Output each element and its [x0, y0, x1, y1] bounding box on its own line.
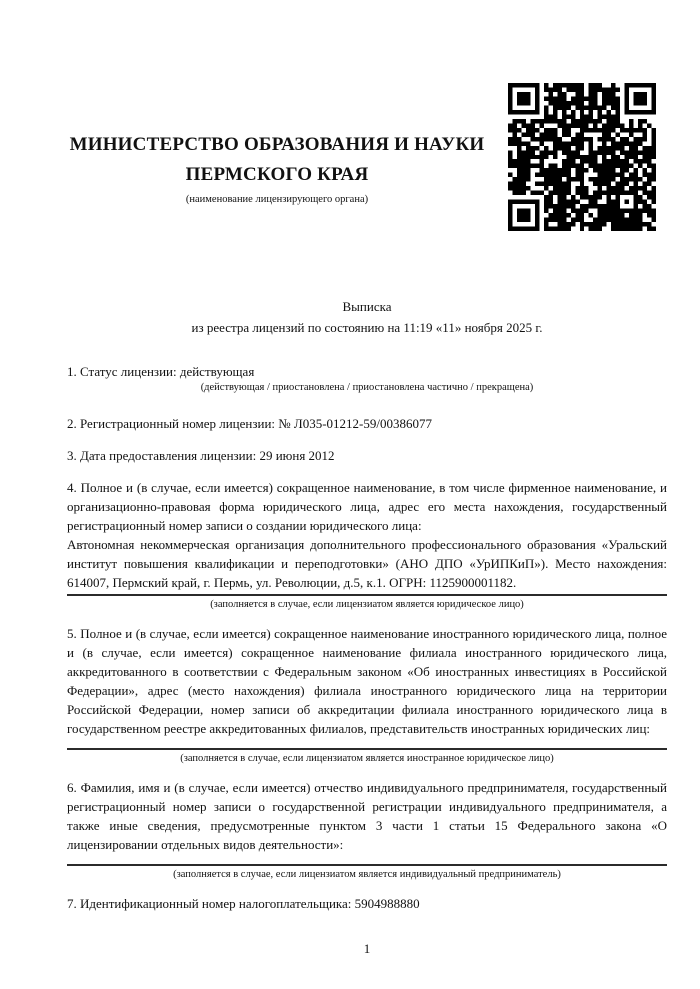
field-license-status: [67, 362, 667, 394]
license-status-options-caption: (действующая / приостановлена / приостановлена частично / прекращена): [200, 382, 534, 393]
page-number: 1: [363, 941, 371, 956]
grant-date-text: 3. Дата предоставления лицензии: 29 июня 2012: [67, 448, 335, 463]
legal-entity-label: 4. Полное и (в случае, если имеется) сокращенное наименование, в том числе фирменное наименование, и организационно-правовая форма юридического лица, адрес его места нахождения, государственный регистрационный номер записи о создании юридического лица:: [67, 480, 667, 533]
field-legal-entity: [67, 478, 667, 611]
field-grant-date: [67, 446, 667, 465]
legal-entity-value: Автономная некоммерческая организация дополнительного профессионального образования «Уральский институт повышения квалификации и переподготовки» (АНО ДПО «УрИПКиП»). Место нахождения: 614007, Пермский край, г. Пермь, ул. Революции, д.5, к.1. ОГРН: 1125900001182.: [67, 537, 667, 590]
qr-code: [508, 83, 656, 231]
legal-entity-caption: (заполняется в случае, если лицензиатом является юридическое лицо): [210, 599, 524, 610]
foreign-entity-caption: (заполняется в случае, если лицензиатом является иностранное юридическое лицо): [180, 753, 554, 764]
entrepreneur-label: 6. Фамилия, имя и (в случае, если имеется) отчество индивидуального предпринимателя, государственный регистрационный номер записи о государственной регистрации индивидуального предпринимателя, а также иные сведения, предусмотренные пунктом 3 части 1 статьи 15 Федерального закона «О лицензировании отдельных видов деятельности»:: [67, 780, 667, 852]
field-taxpayer-number: [67, 894, 667, 913]
entrepreneur-caption: (заполняется в случае, если лицензиатом является индивидуальный предприниматель): [173, 869, 561, 880]
taxpayer-number-text: 7. Идентификационный номер налогоплательщика: 5904988880: [67, 896, 420, 911]
document-title: [67, 296, 667, 338]
field-foreign-entity: [67, 624, 667, 765]
ministry-caption: (наименование лицензирующего органа): [185, 194, 369, 205]
field-registration-number: [67, 414, 667, 433]
license-status-text: 1. Статус лицензии: действующая: [67, 364, 255, 379]
ministry-name-line1: МИНИСТЕРСТВО ОБРАЗОВАНИЯ И НАУКИ: [69, 134, 485, 155]
registration-number-text: 2. Регистрационный номер лицензии: № Л035-01212-59/00386077: [67, 416, 433, 431]
licensing-authority-header: [67, 130, 487, 206]
foreign-entity-label: 5. Полное и (в случае, если имеется) сокращенное наименование иностранного юридического лица, полное и (в случае, если имеется) сокращенное наименование филиала иностранного юридического лица, аккредитованного в соответствии с Федеральным законом «Об иностранных инвестициях в Российской Федерации», адрес (место нахождения) филиала иностранного юридического лица на территории Российской Федерации, номер записи об аккредитации филиала иностранного юридического лица в государственном реестре аккредитованных филиалов, представительств иностранных юридических лиц:: [67, 626, 667, 736]
field-entrepreneur: [67, 778, 667, 881]
document-title-line2: из реестра лицензий по состоянию на 11:19 «11» ноября 2025 г.: [191, 320, 543, 335]
document-title-line1: Выписка: [342, 299, 392, 314]
page-content: [0, 130, 700, 958]
ministry-name-line2: ПЕРМСКОГО КРАЯ: [185, 164, 369, 185]
